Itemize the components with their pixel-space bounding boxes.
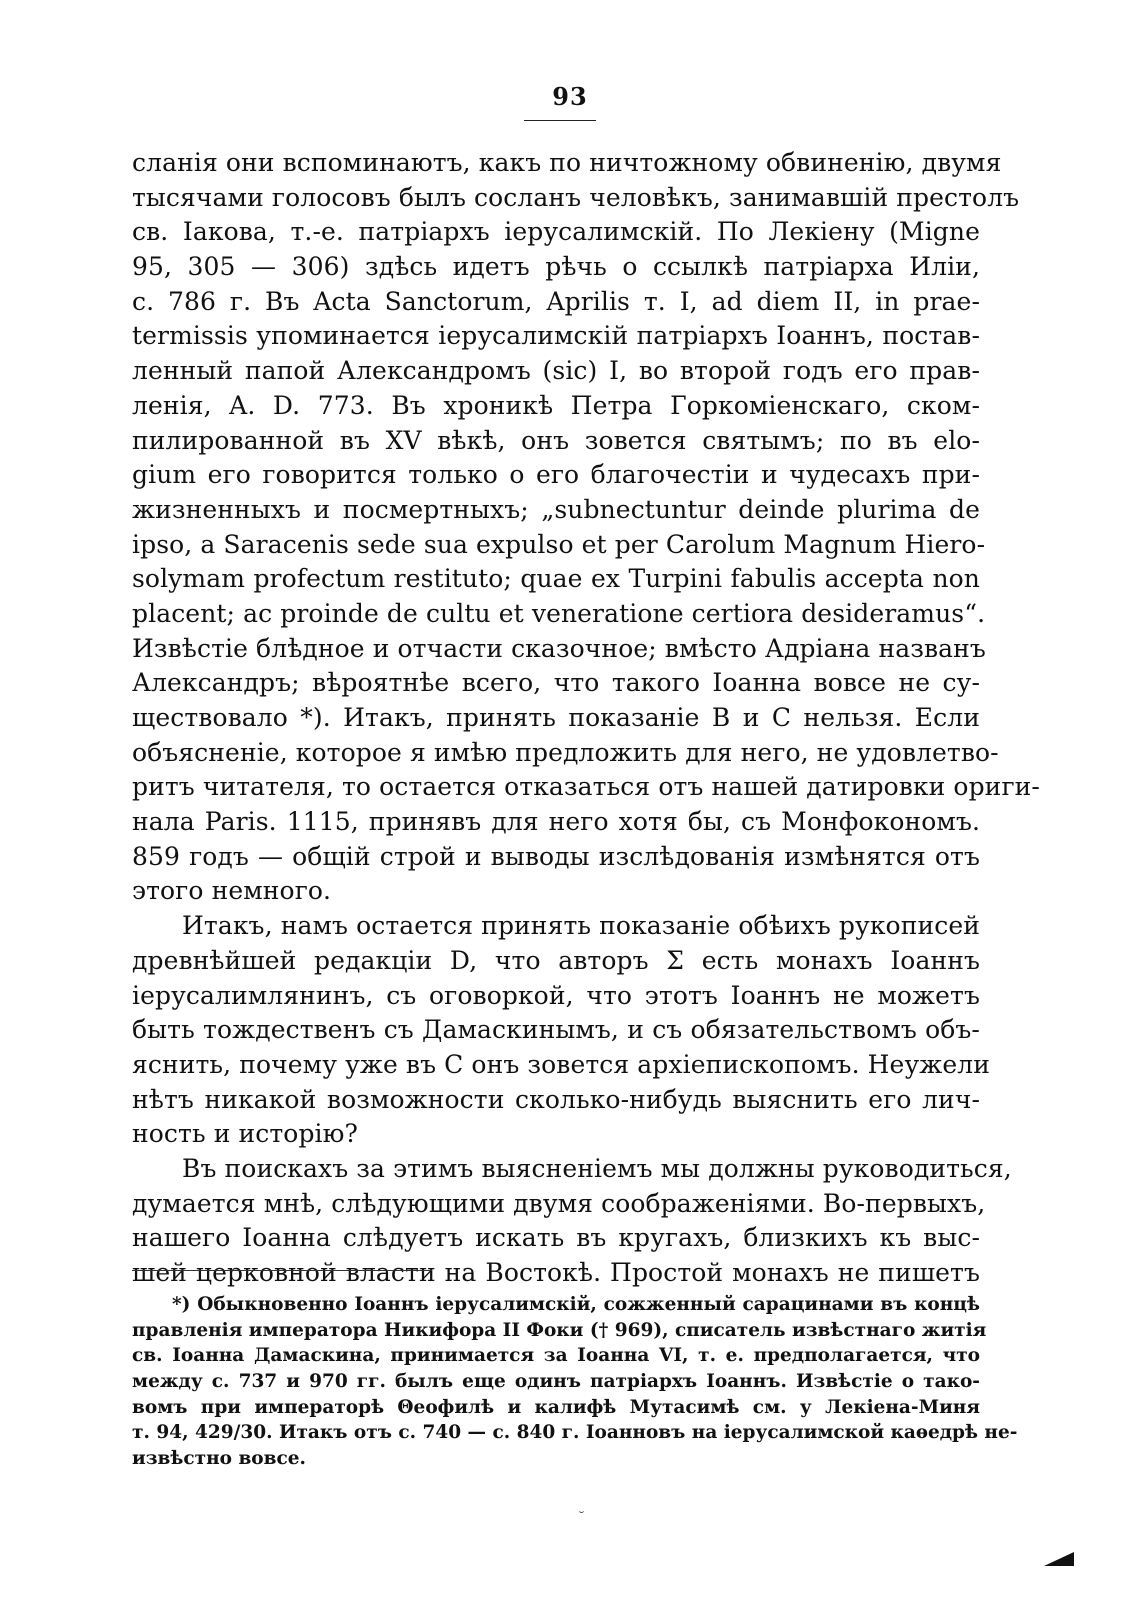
text-line: ритъ читателя, то остается отказаться отъ нашей датировки ориги-	[132, 772, 1040, 802]
text-line: тысячами голосовъ былъ сосланъ человѣкъ, занимавшій престолъ	[132, 182, 1020, 212]
main-text-block	[132, 146, 1040, 1291]
text-line: быть тождественъ съ Дамаскинымъ, и съ обязательствомъ объ-	[132, 1015, 980, 1045]
footnote-line: извѣстно вовсе.	[132, 1448, 306, 1470]
footnote-line: вомъ при императорѣ Θеофилѣ и калифѣ Мутасимѣ см. у Лекіена-Миня	[132, 1396, 980, 1418]
footnote-line: св. Іоанна Дамаскина, принимается за Іоанна VI, т. е. предполагается, что	[132, 1345, 980, 1367]
text-line: объясненіе, которое я имѣю предложить для него, не удовлетво-	[132, 737, 999, 767]
text-line: нала Paris. 1115, принявъ для него хотя бы, съ Монфокономъ.	[132, 807, 980, 837]
text-line: termissis упоминается іерусалимскій патріархъ Іоаннъ, постав-	[132, 321, 980, 351]
text-line: 95, 305 — 306) здѣсь идетъ рѣчь о ссылкѣ патріарха Иліи,	[132, 252, 980, 282]
text-line: этого немного.	[132, 876, 332, 906]
footnote-line: между с. 737 и 970 гг. былъ еще одинъ патріархъ Іоаннъ. Извѣстіе о тако-	[132, 1371, 980, 1393]
text-line: св. Іакова, т.-е. патріархъ іерусалимскій. По Лекіену (Migne	[132, 217, 980, 247]
text-line: думается мнѣ, слѣдующими двумя соображеніями. Во-первыхъ,	[132, 1188, 986, 1218]
text-line: ipso, a Saracenis sede sua expulso et per Carolum Magnum Hiero-	[132, 529, 986, 559]
text-line: яснить, почему уже въ C онъ зовется архіепископомъ. Неужели	[132, 1049, 990, 1079]
text-line: Александръ; вѣроятнѣе всего, что такого Іоанна вовсе не су-	[132, 668, 980, 698]
text-line: Въ поискахъ за этимъ выясненіемъ мы должны руководиться,	[182, 1153, 1012, 1183]
text-line: нѣтъ никакой возможности сколько-нибудь выяснить его лич-	[132, 1084, 980, 1114]
text-line: с. 786 г. Въ Acta Sanctorum, Aprilis т. I, ad diem II, in prae-	[132, 286, 980, 316]
text-line: іерусалимлянинъ, съ оговоркой, что этотъ Іоаннъ не можетъ	[132, 980, 980, 1010]
text-line: шей церковной власти на Востокѣ. Простой монахъ не пишетъ	[132, 1258, 980, 1287]
footnote-block	[132, 1292, 1018, 1472]
text-line: solymam profectum restituto; quae ex Turpini fabulis accepta non	[132, 564, 980, 594]
footnote-line: правленія императора Никифора II Фоки († 969), списатель извѣстнаго житія	[132, 1319, 987, 1341]
text-line: 859 годъ — общій строй и выводы изслѣдованія измѣнятся отъ	[132, 841, 980, 871]
print-speck: ˘	[578, 1510, 585, 1526]
text-line: ность и исторію?	[132, 1119, 359, 1149]
footnote-line: *) Обыкновенно Іоаннъ іерусалимскій, сожженный сарацинами въ концѣ	[172, 1294, 980, 1315]
footnote-line: т. 94, 429/30. Итакъ отъ с. 740 — с. 840 г. Іоанновъ на іерусалимской каѳедрѣ не-	[132, 1422, 1018, 1444]
footnote-separator	[132, 1270, 432, 1271]
text-line: gium его говорится только о его благочестіи и чудесахъ при-	[132, 460, 980, 490]
text-line: ленія, A. D. 773. Въ хроникѣ Петра Горкоміенскаго, ском-	[132, 390, 980, 420]
text-line: жизненныхъ и посмертныхъ; „subnectuntur deinde plurima de	[132, 494, 980, 524]
text-line: Извѣстіе блѣдное и отчасти сказочное; вмѣсто Адріана названъ	[132, 633, 986, 663]
text-line: древнѣйшей редакціи D, что авторъ Σ есть монахъ Іоаннъ	[132, 945, 980, 975]
page-number: 93	[552, 82, 588, 111]
corner-ink-mark	[1044, 1552, 1074, 1566]
text-line: ществовало *). Итакъ, принять показаніе B и C нельзя. Если	[132, 703, 980, 732]
text-line: ленный папой Александромъ (sic) I, во второй годъ его прав-	[132, 356, 980, 386]
page-number-rule	[524, 120, 596, 121]
text-line: сланія они вспоминаютъ, какъ по ничтожному обвиненію, двумя	[132, 148, 1002, 177]
text-line: пилированной въ XV вѣкѣ, онъ зовется святымъ; по въ elo-	[132, 425, 980, 455]
text-line: Итакъ, намъ остается принять показаніе обѣихъ рукописей	[182, 911, 980, 941]
text-line: placent; ac proinde de cultu et veneratione certiora desideramus“.	[132, 598, 986, 628]
text-line: нашего Іоанна слѣдуетъ искать въ кругахъ, близкихъ къ выс-	[132, 1223, 980, 1253]
